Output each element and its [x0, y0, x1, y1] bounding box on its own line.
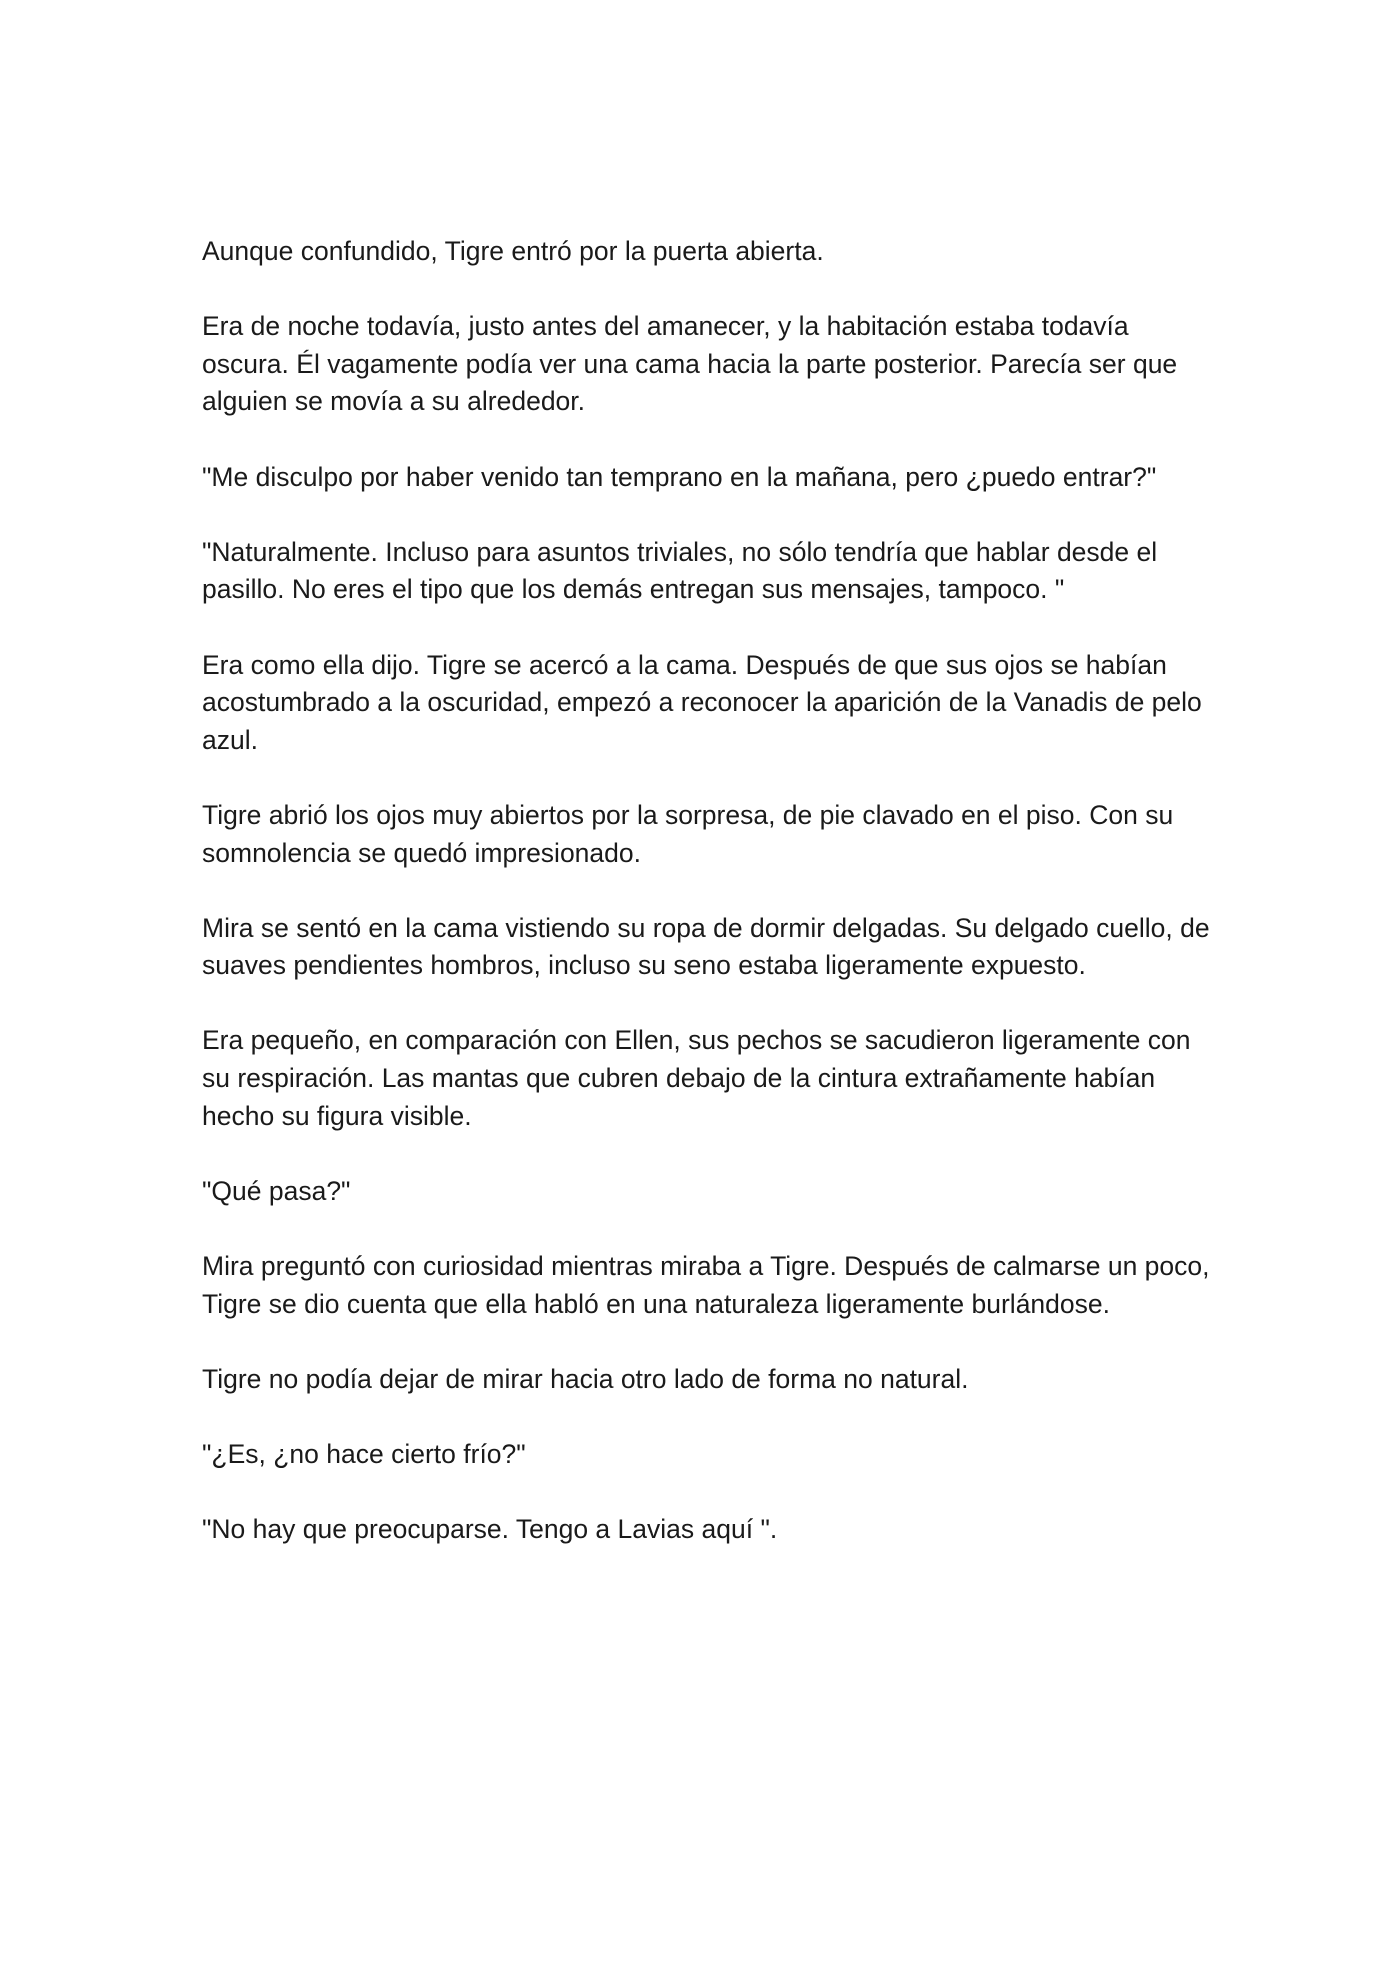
paragraph: "¿Es, ¿no hace cierto frío?" [202, 1439, 526, 1469]
paragraph: Era de noche todavía, justo antes del amanecer, y la habitación estaba todavía oscura. Él vagamente podía ver una cama hacia la parte posterior. Parecía ser que alguien se movía a su alrededor. [202, 311, 1178, 417]
paragraph: "Qué pasa?" [202, 1175, 351, 1206]
paragraph: "No hay que preocuparse. Tengo a Lavias aquí ". [202, 1514, 778, 1545]
paragraph: Mira preguntó con curiosidad mientras miraba a Tigre. Después de calmarse un poco, Tigre se dio cuenta que ella habló en una naturaleza ligeramente burlándose. [202, 1251, 1210, 1319]
document-body [202, 233, 1212, 1549]
paragraph: Mira se sentó en la cama vistiendo su ropa de dormir delgadas. Su delgado cuello, de suaves pendientes hombros, incluso su seno estaba ligeramente expuesto. [202, 912, 1210, 981]
paragraph: "Me disculpo por haber venido tan temprano en la mañana, pero ¿puedo entrar?" [202, 461, 1157, 492]
paragraph: "Naturalmente. Incluso para asuntos triviales, no sólo tendría que hablar desde el pasillo. No eres el tipo que los demás entregan sus mensajes, tampoco. " [202, 536, 1158, 605]
paragraph: Era como ella dijo. Tigre se acercó a la cama. Después de que sus ojos se habían acostumbrado a la oscuridad, empezó a reconocer la aparición de la Vanadis de pelo azul. [202, 649, 1202, 755]
paragraph: Era pequeño, en comparación con Ellen, sus pechos se sacudieron ligeramente con su respiración. Las mantas que cubren debajo de la cintura extrañamente habían hecho su figura visible. [202, 1025, 1191, 1131]
paragraph: Tigre abrió los ojos muy abiertos por la sorpresa, de pie clavado en el piso. Con su somnolencia se quedó impresionado. [202, 799, 1174, 868]
paragraph: Tigre no podía dejar de mirar hacia otro lado de forma no natural. [202, 1363, 969, 1394]
paragraph: Aunque confundido, Tigre entró por la puerta abierta. [202, 236, 824, 266]
